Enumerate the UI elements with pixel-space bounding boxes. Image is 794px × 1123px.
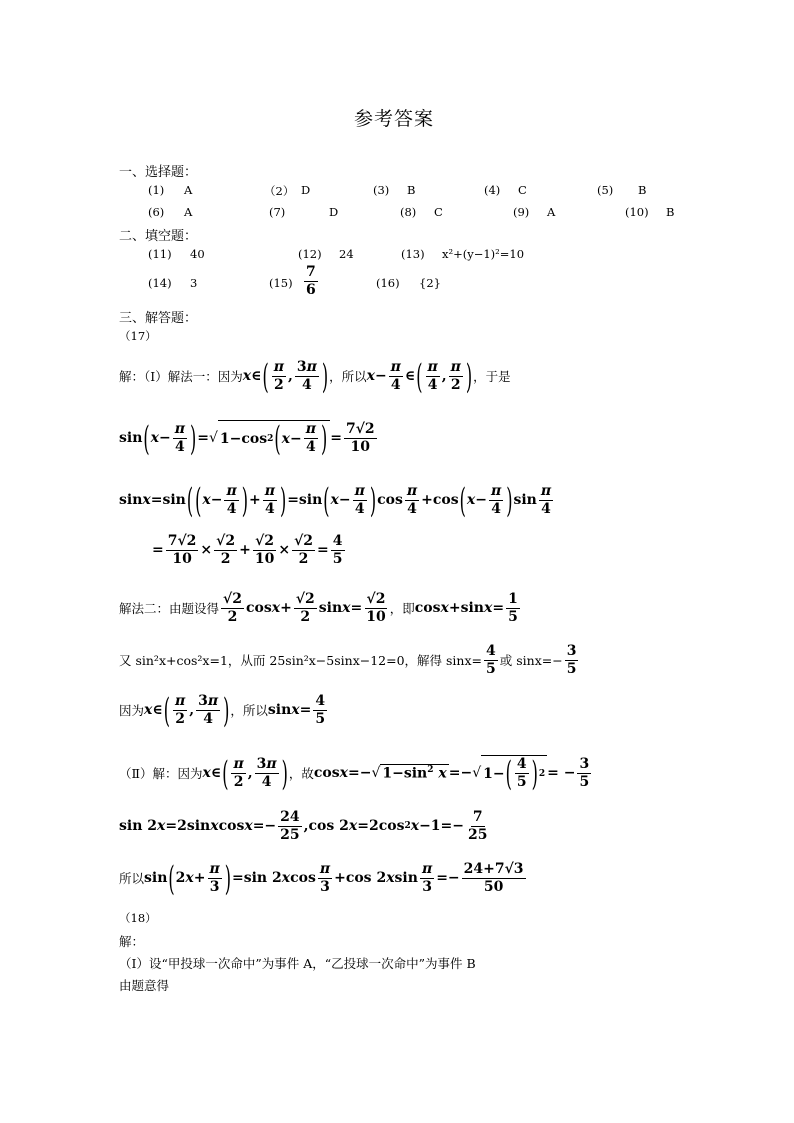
fill-16-val: {2} bbox=[419, 276, 441, 290]
q18-part1-text: （Ⅰ）设“甲投球一次命中”为事件 A，“乙投球一次命中”为事件 B bbox=[119, 956, 476, 971]
answer-7-num: (7) bbox=[269, 205, 286, 219]
answer-10-num: (10) bbox=[625, 205, 649, 219]
question-18-label: （18） bbox=[119, 911, 157, 925]
answer-5-val: B bbox=[638, 183, 647, 197]
answer-2-val: D bbox=[301, 183, 311, 197]
fill-13-num: (13) bbox=[401, 247, 425, 261]
formula-root-2: $\frac{3}{5}$ bbox=[566, 642, 577, 677]
formula-sin-shift: sin ( x − $\frac{\pi}{4}$ ) = √ 1−cos 2 ( x − $\frac{\pi}{4}$ ) = $\frac{7√2}{10}$ bbox=[119, 418, 375, 459]
formula-cosx: cos x =− √ $1-\sin^2$ x =− √ 1− ( $\frac{4}{5}$ ) 2 = − $\frac{3}{5}$ bbox=[313, 753, 590, 794]
q18-sol-label: 解： bbox=[119, 934, 145, 949]
fill-15-denominator: 6 bbox=[306, 282, 316, 298]
answer-4-num: (4) bbox=[484, 183, 501, 197]
q17-part2-line bbox=[119, 748, 593, 798]
q17-sol-label: 解：（Ⅰ）解法一：因为 bbox=[119, 369, 243, 384]
q17-also-line bbox=[119, 640, 580, 680]
answer-1-num: (1) bbox=[148, 183, 165, 197]
answer-5-num: (5) bbox=[597, 183, 614, 197]
formula-x-interval-3: x ∈ ( $\frac{\pi}{2}$ , $\frac{3\pi}{4}$ ) bbox=[202, 753, 288, 793]
fill-11-val: 40 bbox=[190, 247, 205, 261]
section-heading-solve: 三、解答题： bbox=[119, 311, 198, 326]
fill-11-num: (11) bbox=[148, 247, 172, 261]
q17-therefore-label: ，所以 bbox=[230, 703, 268, 718]
answer-row-1 bbox=[148, 183, 708, 199]
fill-15-num: (15) bbox=[269, 276, 293, 290]
answer-9-num: (9) bbox=[513, 205, 530, 219]
q17-final-line bbox=[119, 856, 528, 900]
answer-10-val: B bbox=[666, 205, 675, 219]
fill-13-val: x²+(y−1)²=10 bbox=[442, 247, 525, 261]
answer-9-val: A bbox=[547, 205, 556, 219]
formula-sinx-expansion: sin x =sin ( ( x − $\frac{\pi}{4}$ ) + $\frac{\pi}{4}$ ) =sin ( x − $\frac{\pi}{4}$ ) cos $\frac{\pi}{4}$ +cos ( x − $\frac{\pi}{4}$ ) sin $\frac{\pi}{4}$ bbox=[119, 480, 552, 520]
section-heading-choice: 一、选择题： bbox=[119, 165, 198, 180]
section-heading-fill: 二、填空题： bbox=[119, 229, 198, 244]
fill-14-num: (14) bbox=[148, 276, 172, 290]
q17-also-text: 又 sin²x+cos²x=1，从而 25sin²x−5sinx−12=0，解得 sinx= bbox=[119, 653, 483, 668]
formula-sinx-value: = $\frac{7√2}{10}$ × $\frac{√2}{2}$ + $\frac{√2}{10}$ × $\frac{√2}{2}$ = $\frac{4}{5}$ bbox=[152, 532, 343, 567]
question-17-label: （17） bbox=[119, 329, 157, 343]
formula-shifted-interval: x − $\frac{\pi}{4}$ ∈ ( $\frac{\pi}{4}$ , $\frac{\pi}{2}$ ) bbox=[366, 356, 473, 396]
answer-3-val: B bbox=[407, 183, 416, 197]
answer-row-2 bbox=[148, 205, 708, 221]
fill-16-num: (16) bbox=[376, 276, 400, 290]
q17-part1-line bbox=[119, 356, 511, 396]
q17-because-label: 因为 bbox=[119, 703, 145, 718]
answer-6-val: A bbox=[184, 205, 193, 219]
q17-so2-label: 所以 bbox=[119, 871, 145, 886]
formula-sinx-result: sin x = $\frac{4}{5}$ bbox=[267, 692, 326, 727]
page-title: 参考答案 bbox=[354, 108, 435, 130]
fill-row-1 bbox=[148, 247, 708, 263]
q17-ie-label: ，即 bbox=[389, 601, 415, 616]
formula-root-1: $\frac{4}{5}$ bbox=[486, 642, 496, 677]
answer-8-val: C bbox=[434, 205, 443, 219]
q17-so-label: ，所以 bbox=[329, 369, 367, 384]
answer-4-val: C bbox=[518, 183, 527, 197]
q17-then-label: ，于是 bbox=[473, 369, 511, 384]
formula-double-angle: sin 2 x =2sin x cos x =− $\frac{24}{25}$ ,cos 2 x =2cos 2 x −1=− $\frac{7}{25}$ bbox=[119, 808, 488, 843]
q17-or-label: 或 sinx=− bbox=[499, 653, 563, 668]
q17-part2-label: （Ⅱ）解：因为 bbox=[119, 766, 203, 781]
fill-15-fraction bbox=[304, 264, 318, 299]
answer-2-num: （2） bbox=[264, 184, 295, 198]
q18-part1-text2: 由题意得 bbox=[119, 978, 170, 993]
formula-method2-sum: cos x +sin x = $\frac{1}{5}$ bbox=[414, 590, 518, 625]
fill-12-num: (12) bbox=[298, 247, 322, 261]
fill-12-val: 24 bbox=[339, 247, 354, 261]
q17-because-line bbox=[119, 688, 329, 732]
formula-final: sin ( 2 x + $\frac{\pi}{3}$ ) =sin 2 x cos $\frac{\pi}{3}$ +cos 2 x sin $\frac{\pi}{3}$ =− $\frac{24+7√3}{50}$ bbox=[144, 858, 524, 898]
formula-method2-given: $\frac{√2}{2}$ cos x + $\frac{√2}{2}$ sin x = $\frac{√2}{10}$ bbox=[223, 590, 386, 625]
formula-x-interval-2: x ∈ ( $\frac{\pi}{2}$ , $\frac{3\pi}{4}$ ) bbox=[144, 690, 230, 730]
fill-14-val: 3 bbox=[190, 276, 198, 290]
formula-x-in-interval: x ∈ ( $\frac{\pi}{2}$ , $\frac{3\pi}{4}$ ) bbox=[242, 356, 329, 396]
answer-8-num: (8) bbox=[400, 205, 417, 219]
fill-row-2 bbox=[148, 264, 708, 306]
answer-7-val: D bbox=[329, 205, 339, 219]
q17-hence-label: ，故 bbox=[288, 766, 314, 781]
q17-method2-line bbox=[119, 586, 522, 630]
answer-3-num: (3) bbox=[373, 183, 390, 197]
answer-6-num: (6) bbox=[148, 205, 165, 219]
fill-15-numerator: 7 bbox=[306, 264, 316, 280]
answer-1-val: A bbox=[184, 183, 193, 197]
q17-method2-label: 解法二：由题设得 bbox=[119, 601, 220, 616]
